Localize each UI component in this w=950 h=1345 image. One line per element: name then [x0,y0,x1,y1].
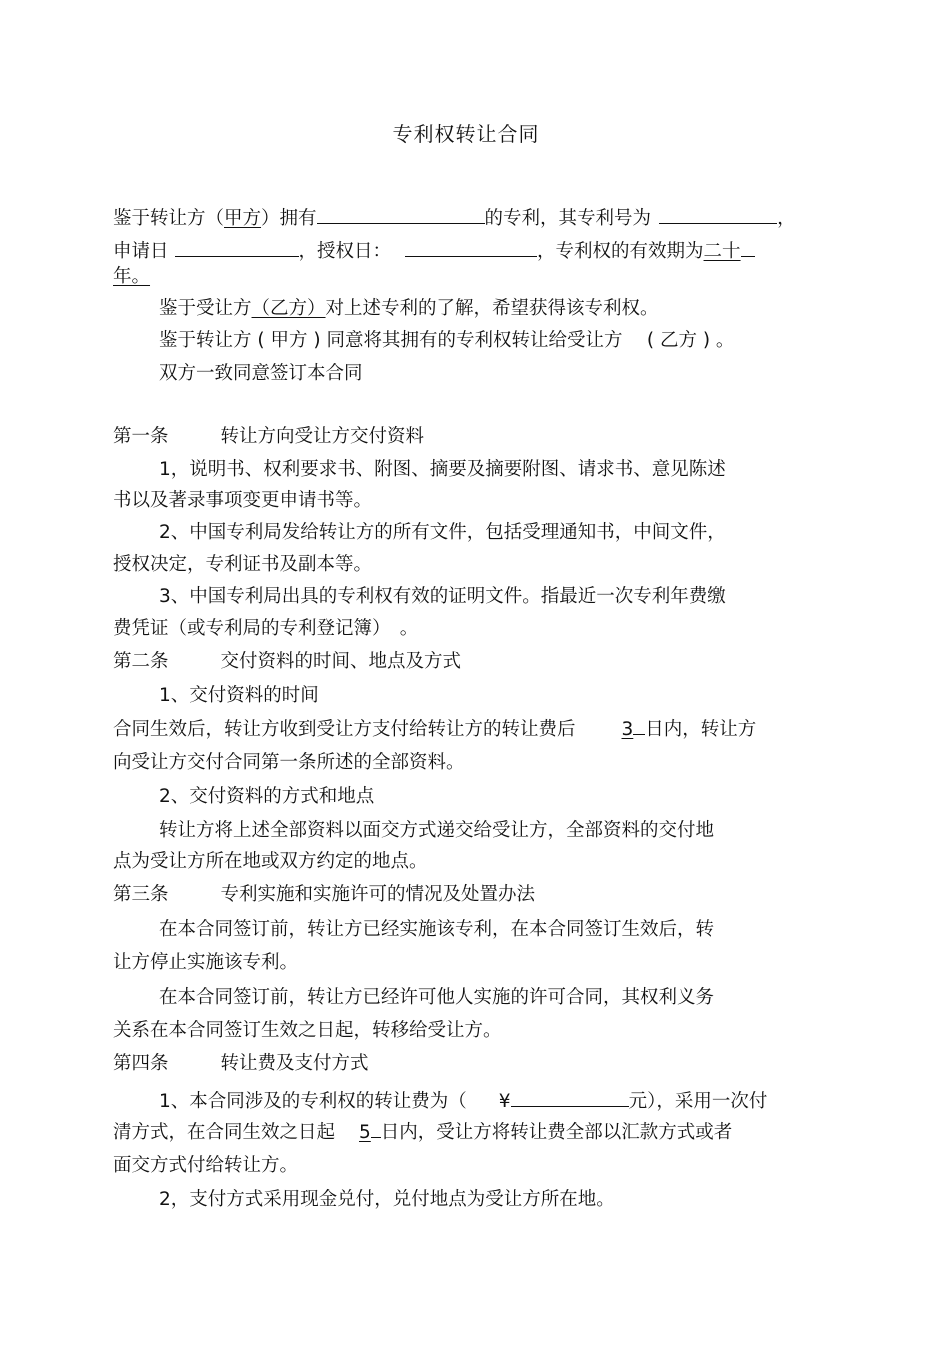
para-text: 清方式，在合同生效之日起 [113,1122,336,1143]
validity-term: 二十 [703,241,741,262]
article-1-item-2-line-2: 授权决定，专利证书及副本等。 [113,554,373,575]
article-2-para-2-line-2: 点为受让方所在地或双方约定的地点。 [113,851,428,872]
preamble-line-1 [113,203,796,232]
para-text: 合同生效后，转让方收到受让方支付给转让方的转让费后 [113,719,576,740]
para-text: 日内，转让方 [645,719,757,740]
article-3-para-2-line-2: 关系在本合同签订生效之日起，转移给受让方。 [113,1020,502,1041]
article-title: 转让费及支付方式 [220,1053,369,1074]
article-2-heading [113,649,461,675]
article-2-subheading-1: 1、交付资料的时间 [159,685,319,706]
article-1-item-3-line-2: 费凭证（或专利局的专利登记簿） 。 [113,618,419,639]
preamble-text: 对上述专利的了解，希望获得该专利权。 [325,298,659,319]
preamble-text: ，专利权的有效期为 [537,241,704,262]
delivery-days-value: 3 [621,719,634,740]
article-label: 第二条 [113,651,169,672]
article-label: 第一条 [113,426,169,447]
preamble-text: ，授权日： [298,241,392,262]
preamble-text: 的专利，其专利号为 [484,208,652,229]
preamble-line-4 [159,296,659,322]
currency-symbol: ¥ [498,1091,511,1112]
payment-days-blank[interactable] [371,1119,381,1138]
transfer-fee-blank[interactable] [511,1086,629,1107]
preamble-line-5: 鉴于转让方 ( 甲方 ) 同意将其拥有的专利权转让给受让方 ( 乙方 ) 。 [159,330,735,351]
article-4-item-1-line-2 [113,1119,732,1146]
preamble-text: ， [777,208,796,229]
article-2-subheading-2: 2、交付资料的方式和地点 [159,786,375,807]
article-label: 第四条 [113,1053,169,1074]
para-text: 日内，受让方将转让费全部以汇款方式或者 [380,1122,733,1143]
article-1-item-3-line-1: 3、中国专利局出具的专利权有效的证明文件。指最近一次专利年费缴 [159,586,726,607]
article-3-para-1-line-1: 在本合同签订前，转让方已经实施该专利，在本合同签订生效后，转 [159,919,715,940]
preamble-text: 鉴于转让方（ [113,208,225,229]
article-title: 转让方向受让方交付资料 [220,426,425,447]
article-1-item-1-line-2: 书以及著录事项变更申请书等。 [113,490,373,511]
article-1-item-1-line-1: 1，说明书、权利要求书、附图、摘要及摘要附图、请求书、意见陈述 [159,459,726,480]
document-title: 专利权转让合同 [392,122,540,146]
article-title: 交付资料的时间、地点及方式 [220,651,462,672]
article-3-heading [113,882,535,908]
preamble-text: 年。 [113,266,151,287]
article-1-item-2-line-1: 2、中国专利局发给转让方的所有文件，包括受理通知书，中间文件， [159,522,726,543]
party-a-label: 甲方 [224,208,262,229]
article-4-item-2: 2，支付方式采用现金兑付，兑付地点为受让方所在地。 [159,1189,615,1210]
preamble-line-2 [113,236,755,265]
article-3-para-1-line-2: 让方停止实施该专利。 [113,952,299,973]
article-2-para-1-line-1 [113,716,756,743]
article-4-heading [113,1051,369,1077]
preamble-text: ）拥有 [261,208,317,229]
payment-days-value: 5 [359,1122,371,1143]
article-2-para-1-line-2: 向受让方交付合同第一条所述的全部资料。 [113,752,465,773]
patent-name-blank[interactable] [317,203,485,224]
article-2-para-2-line-1: 转让方将上述全部资料以面交方式递交给受让方，全部资料的交付地 [159,820,715,841]
grant-date-blank[interactable] [405,236,537,257]
article-3-para-2-line-1: 在本合同签订前，转让方已经许可他人实施的许可合同，其权利义务 [159,987,715,1008]
para-text: 1、本合同涉及的专利权的转让费为（ [159,1091,467,1112]
article-1-heading [113,424,424,450]
party-b-label: （乙方） [251,298,326,319]
para-text: 元），采用一次付 [628,1091,768,1112]
article-title: 专利实施和实施许可的情况及处置办法 [220,884,536,905]
article-4-item-1-line-3: 面交方式付给转让方。 [113,1155,299,1176]
article-label: 第三条 [113,884,169,905]
validity-term-blank[interactable] [741,238,755,257]
article-4-item-1-line-1 [159,1086,767,1115]
preamble-line-6: 双方一致同意签订本合同 [159,363,363,384]
preamble-line-3 [113,264,150,290]
preamble-text: 申请日 [113,241,169,262]
patent-number-blank[interactable] [659,203,777,224]
preamble-text: 鉴于受让方 [159,298,252,319]
delivery-days-blank[interactable] [633,716,645,735]
application-date-blank[interactable] [175,236,299,257]
